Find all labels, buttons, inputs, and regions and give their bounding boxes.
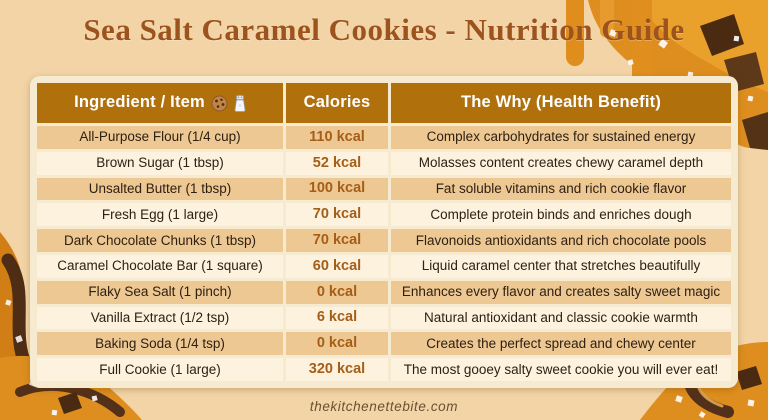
- calories-cell: 52 kcal: [286, 152, 388, 175]
- ingredient-cell: Flaky Sea Salt (1 pinch): [37, 281, 283, 304]
- benefit-cell: Creates the perfect spread and chewy center: [391, 332, 731, 355]
- ingredient-cell: Unsalted Butter (1 tbsp): [37, 178, 283, 201]
- calories-cell: 0 kcal: [286, 281, 388, 304]
- benefit-cell: Liquid caramel center that stretches beautifully: [391, 255, 731, 278]
- column-header-calories: Calories: [286, 83, 388, 123]
- page-title: Sea Salt Caramel Cookies - Nutrition Guide: [83, 12, 685, 47]
- column-header-ingredient-label: Ingredient / Item: [74, 93, 205, 112]
- ingredient-cell: Full Cookie (1 large): [37, 358, 283, 381]
- ingredient-cell: Brown Sugar (1 tbsp): [37, 152, 283, 175]
- calories-cell: 70 kcal: [286, 203, 388, 226]
- website-url: thekitchenettebite.com: [309, 399, 459, 414]
- ingredient-cell: Vanilla Extract (1/2 tsp): [37, 307, 283, 330]
- benefit-cell: Complex carbohydrates for sustained energy: [391, 126, 731, 149]
- column-header-why: The Why (Health Benefit): [391, 83, 731, 123]
- ingredient-cell: Baking Soda (1/4 tsp): [37, 332, 283, 355]
- benefit-cell: Enhances every flavor and creates salty sweet magic: [391, 281, 731, 304]
- cookie-icon: [211, 95, 228, 112]
- benefit-cell: Fat soluble vitamins and rich cookie flavor: [391, 178, 731, 201]
- benefit-cell: Flavonoids antioxidants and rich chocolate pools: [391, 229, 731, 252]
- calories-cell: 110 kcal: [286, 126, 388, 149]
- ingredient-cell: Dark Chocolate Chunks (1 tbsp): [37, 229, 283, 252]
- calories-cell: 70 kcal: [286, 229, 388, 252]
- nutrition-table-panel: [30, 76, 738, 388]
- calories-cell: 6 kcal: [286, 307, 388, 330]
- benefit-cell: Molasses content creates chewy caramel depth: [391, 152, 731, 175]
- benefit-cell: Natural antioxidant and classic cookie warmth: [391, 307, 731, 330]
- calories-cell: 0 kcal: [286, 332, 388, 355]
- calories-cell: 60 kcal: [286, 255, 388, 278]
- ingredient-cell: All-Purpose Flour (1/4 cup): [37, 126, 283, 149]
- calories-cell: 100 kcal: [286, 178, 388, 201]
- benefit-cell: The most gooey salty sweet cookie you will ever eat!: [391, 358, 731, 381]
- column-header-ingredient: [37, 83, 283, 123]
- ingredient-cell: Fresh Egg (1 large): [37, 203, 283, 226]
- benefit-cell: Complete protein binds and enriches dough: [391, 203, 731, 226]
- calories-cell: 320 kcal: [286, 358, 388, 381]
- salt-shaker-icon: [234, 95, 246, 112]
- nutrition-table: [37, 83, 731, 381]
- ingredient-cell: Caramel Chocolate Bar (1 square): [37, 255, 283, 278]
